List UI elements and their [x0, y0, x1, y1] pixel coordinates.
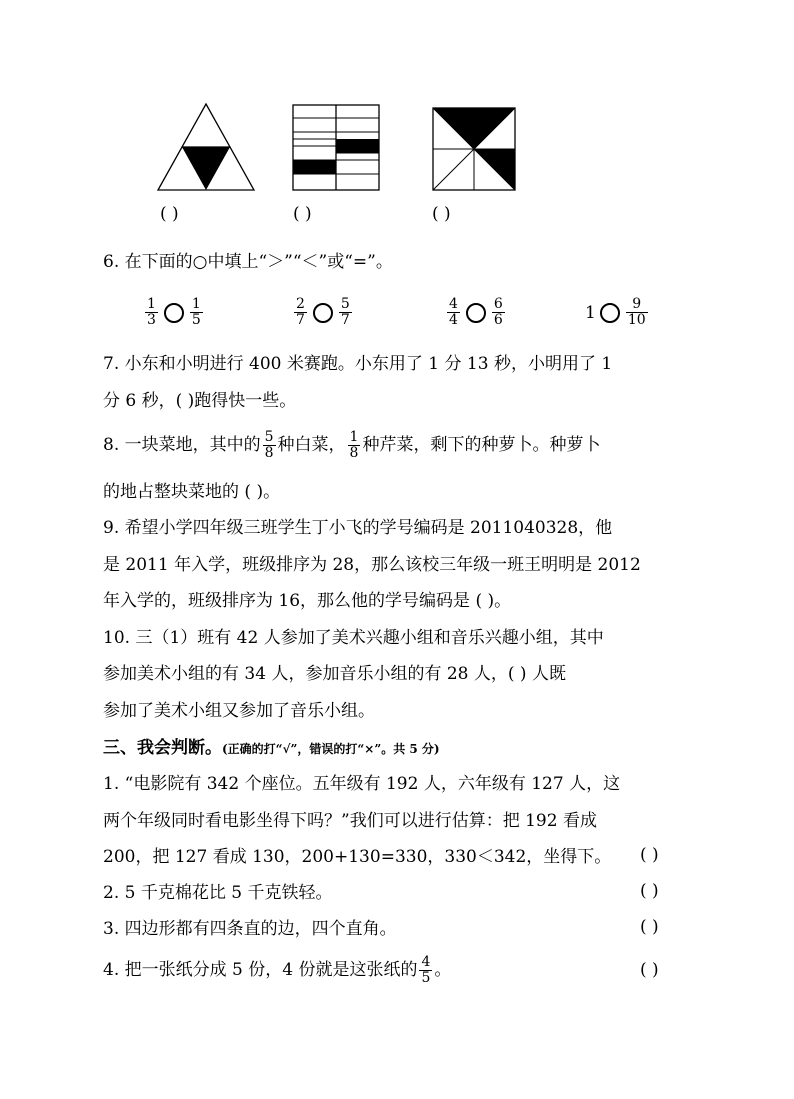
question-9-line-3: 年入学的，班级排序为 16，那么他的学号编码是 ( )。	[103, 591, 512, 611]
fraction: $\frac{1}{8}$	[349, 429, 359, 461]
question-8-line-1: 8. 一块菜地，其中的 $\frac{5}{8}$ 种白菜， $\frac{1}{8}$ 种芹菜，剩下的种萝卜。种萝卜	[103, 429, 601, 461]
question-8-line-2: 的地占整块菜地的 ( )。	[103, 482, 281, 502]
compare-circle	[466, 303, 486, 323]
fraction: $\frac{9}{10}$	[627, 296, 646, 328]
fraction: $\frac{5}{8}$	[264, 429, 274, 461]
compare-item-3	[445, 297, 507, 328]
question-7-line-1: 7. 小东和小明进行 400 米赛跑。小东用了 1 分 13 秒，小明用了 1	[103, 354, 613, 374]
figure-2-answer-blank: ( )	[293, 204, 312, 224]
question-9-line-1: 9. 希望小学四年级三班学生丁小飞的学号编码是 2011040328，他	[103, 518, 613, 538]
question-9-line-2: 是 2011 年入学，班级排序为 28，那么该校三年级一班王明明是 2012	[103, 555, 641, 575]
fraction: $\frac{5}{7}$	[340, 296, 350, 328]
question-7-line-2: 分 6 秒，( )跑得快一些。	[103, 391, 297, 411]
compare-item-1	[143, 297, 205, 328]
figure-3-answer-blank: ( )	[432, 204, 451, 224]
section-3-heading: 三、我会判断。(正确的打“√”，错误的打“×”。共 5 分)	[103, 738, 440, 758]
fraction: $\frac{4}{5}$	[421, 954, 431, 986]
question-10-line-1: 10. 三（1）班有 42 人参加了美术兴趣小组和音乐兴趣小组，其中	[103, 628, 604, 648]
whole-number: 1	[585, 302, 596, 323]
judge-4-answer-blank: ( )	[640, 960, 659, 980]
question-6-text: 6. 在下面的○中填上“＞”“＜”或“=”。	[103, 252, 393, 272]
figure-triangle	[155, 102, 257, 192]
question-10-line-2: 参加美术小组的有 34 人，参加音乐小组的有 28 人，( ) 人既	[103, 664, 566, 684]
figure-square-triangles	[432, 107, 516, 191]
judge-1-line-2: 两个年级同时看电影坐得下吗？”我们可以进行估算：把 192 看成	[103, 811, 597, 831]
compare-circle	[600, 303, 620, 323]
judge-2-answer-blank: ( )	[640, 881, 659, 901]
compare-circle	[313, 303, 333, 323]
compare-item-2	[292, 297, 354, 328]
judge-3-text: 3. 四边形都有四条直的边，四个直角。	[103, 919, 397, 939]
judge-1-line-3: 200，把 127 看成 130，200+130=330，330＜342，坐得下。	[103, 847, 612, 867]
fraction: $\frac{1}{5}$	[191, 296, 201, 328]
fraction: $\frac{6}{6}$	[493, 296, 503, 328]
compare-circle	[164, 303, 184, 323]
judge-1-answer-blank: ( )	[640, 845, 659, 865]
judge-1-line-1: 1. “电影院有 342 个座位。五年级有 192 人，六年级有 127 人，这	[103, 774, 621, 794]
judge-2-text: 2. 5 千克棉花比 5 千克铁轻。	[103, 883, 333, 903]
fraction: $\frac{1}{3}$	[147, 296, 156, 328]
compare-item-4	[585, 297, 650, 328]
figure-1-answer-blank: ( )	[160, 204, 179, 224]
fraction: $\frac{4}{4}$	[449, 296, 458, 328]
judge-3-answer-blank: ( )	[640, 917, 659, 937]
judge-4-text: 4. 把一张纸分成 5 份，4 份就是这张纸的 $\frac{4}{5}$ 。	[103, 954, 452, 986]
fraction: $\frac{2}{7}$	[296, 296, 305, 328]
question-10-line-3: 参加了美术小组又参加了音乐小组。	[103, 701, 375, 721]
figure-grid-rectangle	[292, 104, 380, 191]
